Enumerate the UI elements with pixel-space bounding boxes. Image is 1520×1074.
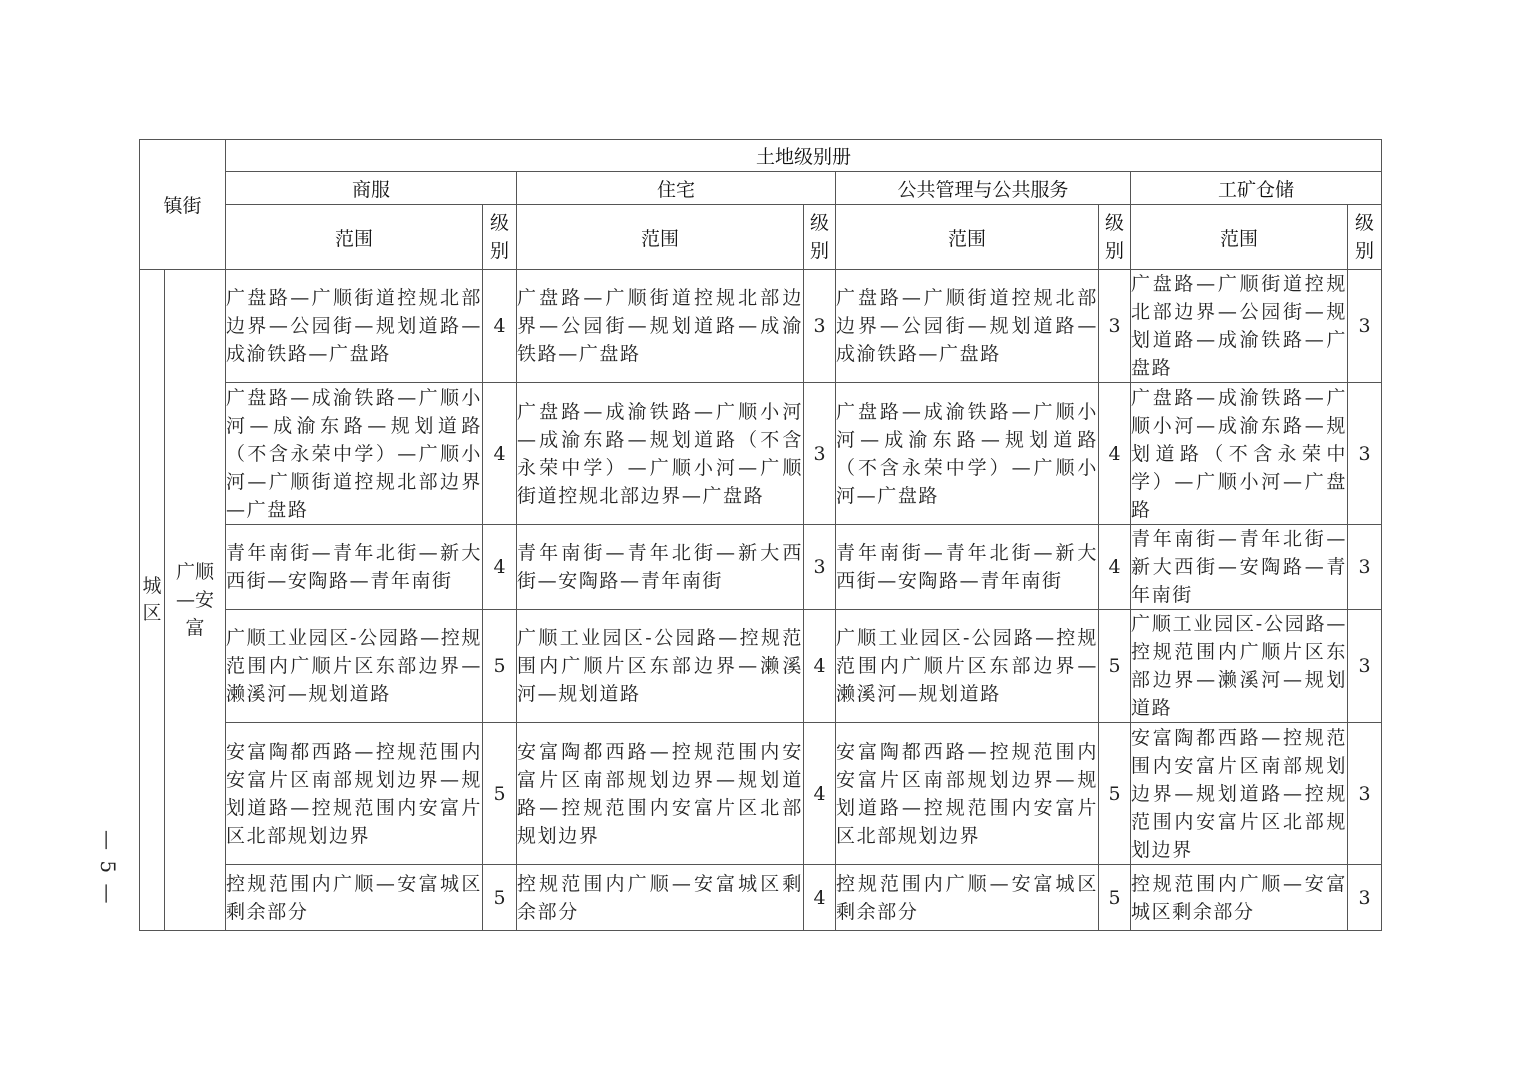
- residential-range: 安富陶都西路—控规范围内安富片区南部规划边界—规划道路—控规范围内安富片区北部规划边界: [517, 723, 804, 865]
- commercial-range: 安富陶都西路—控规范围内安富片区南部规划边界—规划道路—控规范围内安富片区北部规划边界: [226, 723, 483, 865]
- residential-level: 3: [804, 525, 836, 610]
- residential-range: 广盘路—广顺街道控规北部边界—公园街—规划道路—成渝铁路—广盘路: [517, 270, 804, 383]
- table-row: [140, 610, 1382, 723]
- public-level: 4: [1099, 525, 1131, 610]
- industrial-range: 青年南街—青年北街—新大西街—安陶路—青年南街: [1131, 525, 1348, 610]
- residential-level: 4: [804, 723, 836, 865]
- town-street-header: 镇街: [140, 140, 226, 270]
- table-row: [140, 525, 1382, 610]
- public-level: 4: [1099, 383, 1131, 525]
- category-public-service: 公共管理与公共服务: [836, 172, 1131, 205]
- public-range: 广盘路—广顺街道控规北部边界—公园街—规划道路—成渝铁路—广盘路: [836, 270, 1099, 383]
- industrial-range: 控规范围内广顺—安富城区剩余部分: [1131, 865, 1348, 931]
- public-range: 青年南街—青年北街—新大西街—安陶路—青年南街: [836, 525, 1099, 610]
- level-header: 级别: [804, 205, 836, 270]
- industrial-level: 3: [1348, 525, 1382, 610]
- industrial-range: 安富陶都西路—控规范围内安富片区南部规划边界—规划道路—控规范围内安富片区北部规划边界: [1131, 723, 1348, 865]
- category-residential: 住宅: [517, 172, 836, 205]
- land-grade-table: [139, 139, 1382, 931]
- residential-range: 广顺工业园区-公园路—控规范围内广顺片区东部边界—濑溪河—规划道路: [517, 610, 804, 723]
- public-level: 5: [1099, 610, 1131, 723]
- commercial-range: 广顺工业园区-公园路—控规范围内广顺片区东部边界—濑溪河—规划道路: [226, 610, 483, 723]
- commercial-level: 5: [483, 723, 517, 865]
- commercial-level: 5: [483, 865, 517, 931]
- table-row: [140, 383, 1382, 525]
- range-header: 范围: [836, 205, 1099, 270]
- public-range: 控规范围内广顺—安富城区剩余部分: [836, 865, 1099, 931]
- commercial-level: 4: [483, 383, 517, 525]
- district-cell: 城区: [140, 270, 165, 931]
- commercial-level: 4: [483, 270, 517, 383]
- commercial-level: 5: [483, 610, 517, 723]
- level-header: 级别: [483, 205, 517, 270]
- industrial-level: 3: [1348, 383, 1382, 525]
- residential-range: 控规范围内广顺—安富城区剩余部分: [517, 865, 804, 931]
- commercial-range: 广盘路—成渝铁路—广顺小河—成渝东路—规划道路（不含永荣中学）—广顺小河—广顺街道控规北部边界—广盘路: [226, 383, 483, 525]
- industrial-level: 3: [1348, 270, 1382, 383]
- level-header: 级别: [1099, 205, 1131, 270]
- commercial-range: 广盘路—广顺街道控规北部边界—公园街—规划道路—成渝铁路—广盘路: [226, 270, 483, 383]
- commercial-level: 4: [483, 525, 517, 610]
- range-header: 范围: [1131, 205, 1348, 270]
- residential-level: 3: [804, 270, 836, 383]
- table-row: [140, 723, 1382, 865]
- residential-range: 广盘路—成渝铁路—广顺小河—成渝东路—规划道路（不含永荣中学）—广顺小河—广顺街道控规北部边界—广盘路: [517, 383, 804, 525]
- residential-level: 4: [804, 610, 836, 723]
- industrial-level: 3: [1348, 610, 1382, 723]
- category-industrial: 工矿仓储: [1131, 172, 1382, 205]
- public-level: 3: [1099, 270, 1131, 383]
- residential-range: 青年南街—青年北街—新大西街—安陶路—青年南街: [517, 525, 804, 610]
- public-level: 5: [1099, 865, 1131, 931]
- category-commercial: 商服: [226, 172, 517, 205]
- table-row: [140, 270, 1382, 383]
- residential-level: 3: [804, 383, 836, 525]
- public-range: 安富陶都西路—控规范围内安富片区南部规划边界—规划道路—控规范围内安富片区北部规划边界: [836, 723, 1099, 865]
- industrial-range: 广盘路—广顺街道控规北部边界—公园街—规划道路—成渝铁路—广盘路: [1131, 270, 1348, 383]
- range-header: 范围: [226, 205, 483, 270]
- public-level: 5: [1099, 723, 1131, 865]
- register-title: 土地级别册: [226, 140, 1382, 172]
- commercial-range: 控规范围内广顺—安富城区剩余部分: [226, 865, 483, 931]
- industrial-level: 3: [1348, 723, 1382, 865]
- industrial-level: 3: [1348, 865, 1382, 931]
- residential-level: 4: [804, 865, 836, 931]
- level-header: 级别: [1348, 205, 1382, 270]
- table-row: [140, 865, 1382, 931]
- range-header: 范围: [517, 205, 804, 270]
- town-cell: 广顺—安富: [165, 270, 226, 931]
- industrial-range: 广顺工业园区-公园路—控规范围内广顺片区东部边界—濑溪河—规划道路: [1131, 610, 1348, 723]
- page-number: — 5 —: [96, 830, 120, 906]
- commercial-range: 青年南街—青年北街—新大西街—安陶路—青年南街: [226, 525, 483, 610]
- public-range: 广盘路—成渝铁路—广顺小河—成渝东路—规划道路（不含永荣中学）—广顺小河—广盘路: [836, 383, 1099, 525]
- public-range: 广顺工业园区-公园路—控规范围内广顺片区东部边界—濑溪河—规划道路: [836, 610, 1099, 723]
- industrial-range: 广盘路—成渝铁路—广顺小河—成渝东路—规划道路（不含永荣中学）—广顺小河—广盘路: [1131, 383, 1348, 525]
